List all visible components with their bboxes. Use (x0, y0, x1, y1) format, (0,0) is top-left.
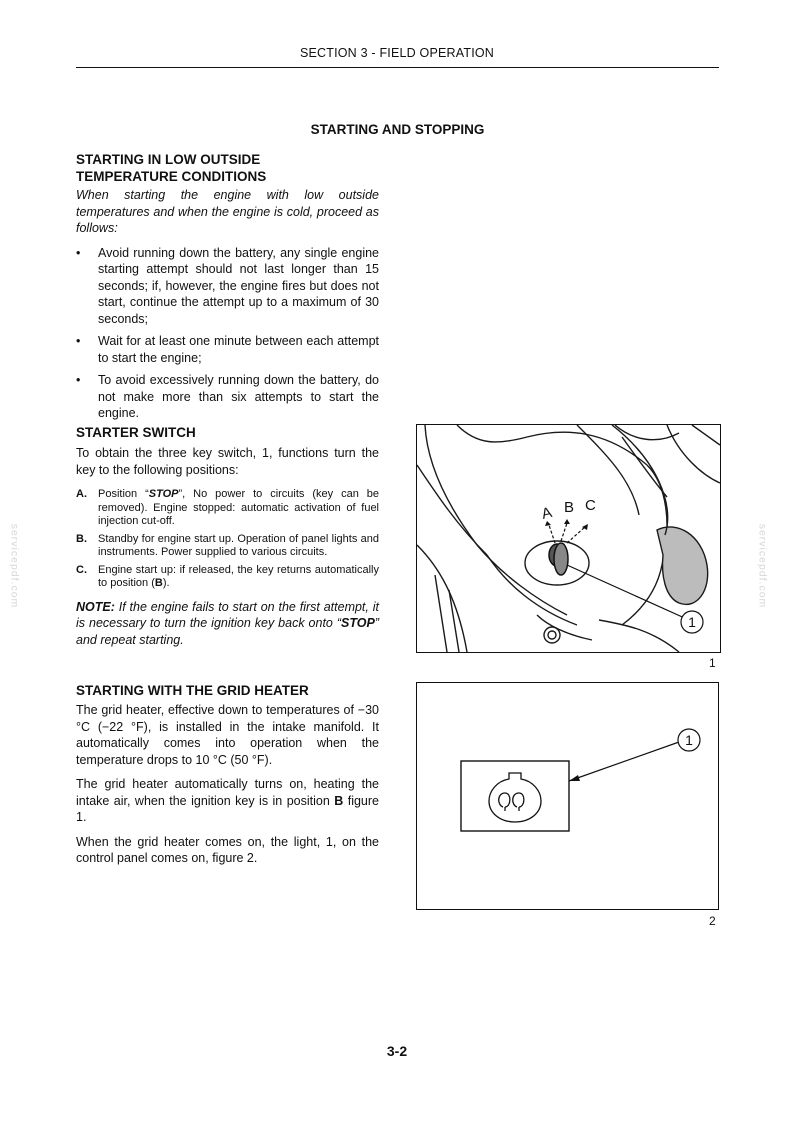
grid-heater-p3: When the grid heater comes on, the light, 1, on the control panel comes on, figure 2. (76, 834, 379, 865)
bullet-symbol: • (76, 373, 81, 387)
list-item (76, 533, 379, 560)
position-a-stop: STOP (148, 488, 179, 500)
bullet-text: Wait for at least one minute between each attempt to start the engine; (98, 334, 379, 365)
starter-switch-heading: STARTER SWITCH (76, 425, 196, 440)
watermark-right: servicepdf.com (756, 523, 769, 609)
low-temp-heading-line2: TEMPERATURE CONDITIONS (76, 169, 267, 184)
list-item (76, 245, 379, 328)
bullet-text: Avoid running down the battery, any single engine starting attempt should not last longer than 15 seconds; if, however, the engine fires but does not start, continue the attempt up to a maximum of 30 seconds; (98, 245, 379, 326)
figure-2-callout: 1 (685, 732, 693, 748)
starter-switch-section (76, 424, 379, 648)
position-b-text: Standby for engine start up. Operation of panel lights and instruments. Power supplied to various circuits. (98, 532, 379, 558)
ignition-switch-illustration (417, 425, 720, 652)
position-label-c: C (585, 497, 596, 514)
position-a-text-post: ”, No power to circuits (key can be removed). Engine stopped: automatic activation of fuel injection cut-off. (98, 488, 379, 527)
grid-heater-heading: STARTING WITH THE GRID HEATER (76, 683, 309, 698)
bullet-symbol: • (76, 334, 81, 348)
note-stop: STOP (341, 616, 375, 630)
position-letter-c: C. (76, 563, 87, 576)
position-a-text-pre: Position “ (98, 488, 149, 500)
key-positions-list (76, 488, 379, 591)
low-temp-heading-line1: STARTING IN LOW OUTSIDE (76, 152, 261, 167)
watermark-left: servicepdf.com (8, 523, 21, 609)
figure-2-box (416, 682, 719, 910)
page-number: 3-2 (386, 1043, 408, 1059)
header-rule (76, 67, 719, 68)
figure-2-number: 2 (709, 914, 716, 928)
figure-1-callout: 1 (688, 614, 696, 630)
low-temp-bullets (76, 245, 379, 422)
position-c-text-post: ). (162, 577, 170, 589)
low-temp-intro: When starting the engine with low outside temperatures and when the engine is cold, proceed as follows: (76, 188, 379, 235)
grid-heater-p2-post: figure 1. (76, 793, 379, 824)
grid-heater-p2-bold: B (334, 793, 344, 808)
low-temp-section (76, 151, 379, 428)
bullet-symbol: • (76, 245, 81, 260)
grid-heater-p2 (76, 776, 379, 826)
bullet-text: To avoid excessively running down the battery, do not make more than six attempts to start the engine. (98, 373, 379, 420)
note-label: NOTE: (76, 599, 115, 614)
position-c-text-pre: Engine start up: if released, the key returns automatically to position ( (98, 563, 379, 589)
grid-heater-light-illustration (417, 683, 718, 909)
page-title: STARTING AND STOPPING (310, 122, 485, 137)
position-label-a: A (539, 503, 554, 523)
low-temp-heading (76, 151, 379, 185)
grid-heater-p2-pre: The grid heater automatically turns on, heating the intake air, when the ignition key is in position (76, 777, 379, 808)
starter-switch-intro: To obtain the three key switch, 1, functions turn the key to the following positions: (76, 446, 379, 477)
note-paragraph (76, 599, 379, 649)
list-item (76, 333, 379, 366)
grid-heater-p1: The grid heater, effective down to temperatures of −30 °C (−22 °F), is installed in the intake manifold. It automatically comes into operation when the temperature drops to 10 °C (50 °F). (76, 703, 379, 767)
list-item (76, 488, 379, 529)
figure-1-box (416, 424, 721, 653)
position-letter-b: B. (76, 532, 87, 545)
list-item (76, 372, 379, 422)
section-header: SECTION 3 - FIELD OPERATION (299, 46, 495, 60)
note-text-pre: If the engine fails to start on the first attempt, it is necessary to turn the ignition key back onto “ (76, 599, 379, 630)
grid-heater-section (76, 682, 379, 867)
position-letter-a: A. (76, 488, 87, 500)
position-c-bold: B (154, 577, 163, 589)
position-label-b: B (564, 499, 575, 516)
note-text-post: ” and repeat starting. (76, 616, 379, 647)
list-item (76, 564, 379, 591)
figure-1-number: 1 (709, 656, 716, 670)
